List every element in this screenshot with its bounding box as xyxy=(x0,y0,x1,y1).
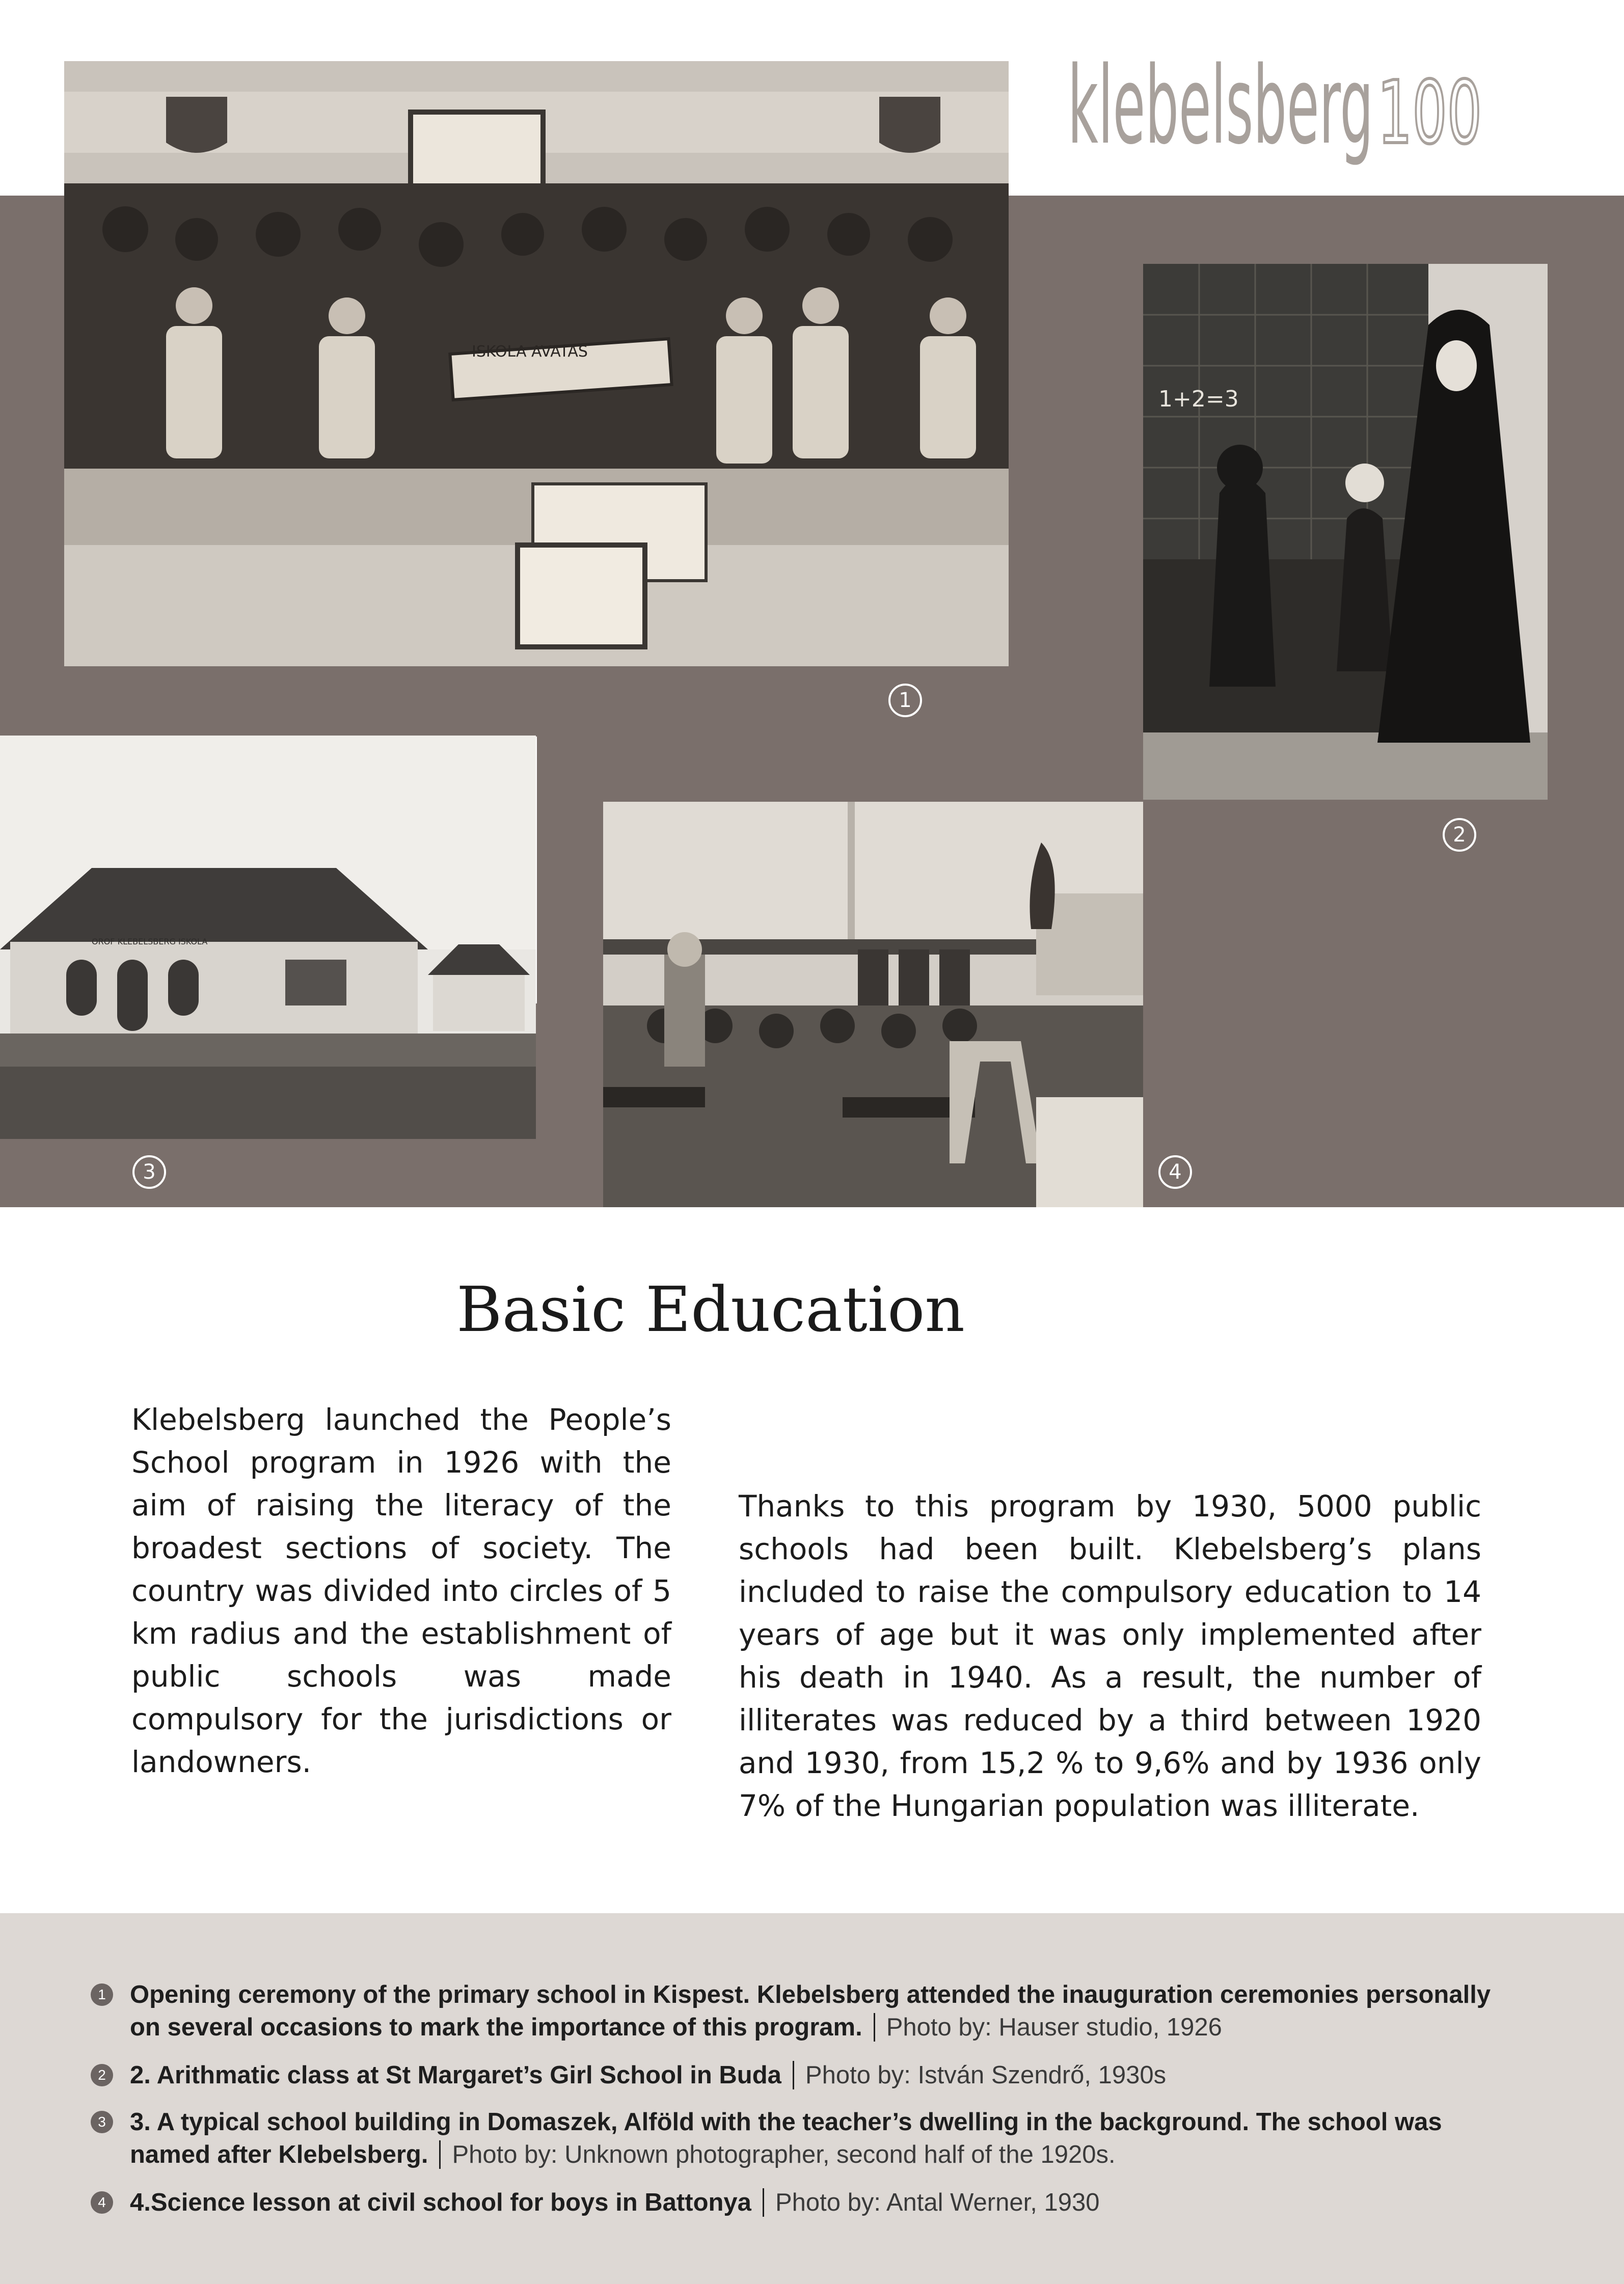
caption-bullet-3: 3 xyxy=(91,2111,113,2133)
caption-credit-3: Photo by: Unknown photographer, second half of the 1920s. xyxy=(452,2141,1116,2168)
svg-text:klebelsberg: klebelsberg xyxy=(1068,43,1373,168)
klebelsberg-100-logo xyxy=(1068,43,1485,183)
caption-separator xyxy=(439,2140,441,2169)
svg-text:1+2=3: 1+2=3 xyxy=(1158,386,1239,412)
photo-school-building xyxy=(0,736,536,1139)
caption-4 xyxy=(98,2186,1505,2219)
section-heading: Basic Education xyxy=(456,1273,965,1346)
photo-number-1: 1 xyxy=(888,684,922,717)
caption-2 xyxy=(98,2059,1505,2091)
caption-text-4: 4.Science lesson at civil school for boys in Battonya xyxy=(130,2189,751,2216)
photo-number-3: 3 xyxy=(132,1155,166,1189)
caption-text-3: 3. A typical school building in Domaszek, Alföld with the teacher’s dwelling in the background. The school was named after Klebelsberg. xyxy=(130,2108,1442,2168)
caption-3 xyxy=(98,2106,1505,2171)
caption-bullet-1: 1 xyxy=(91,1983,113,2006)
caption-separator xyxy=(874,2013,875,2042)
caption-credit-1: Photo by: Hauser studio, 1926 xyxy=(886,2014,1222,2041)
caption-bullet-4: 4 xyxy=(91,2191,113,2214)
caption-credit-4: Photo by: Antal Werner, 1930 xyxy=(775,2189,1100,2216)
paragraph-left: Klebelsberg launched the People’s School program in 1926 with the aim of raising the literacy of the broadest sections of society. The country was divided into circles of 5 km radius and the establishment of public schools was made compulsory for the jurisdictions or landowners. xyxy=(131,1402,671,1779)
caption-separator xyxy=(793,2061,794,2089)
caption-text-1: Opening ceremony of the primary school in Kispest. Klebelsberg attended the inauguration ceremonies personally on several occasions to mark the importance of this program. xyxy=(130,1981,1491,2041)
photo-number-4: 4 xyxy=(1158,1155,1192,1189)
photo-arithmetic-class xyxy=(1143,264,1548,800)
caption-1 xyxy=(98,1978,1505,2044)
caption-bullet-2: 2 xyxy=(91,2064,113,2086)
photo-number-2: 2 xyxy=(1443,818,1476,852)
caption-credit-2: Photo by: István Szendrő, 1930s xyxy=(805,2061,1167,2089)
svg-text:ISKOLA AVATAS: ISKOLA AVATAS xyxy=(472,343,588,361)
photo-science-lesson xyxy=(603,802,1143,1207)
paragraph-right: Thanks to this program by 1930, 5000 public schools had been built. Klebelsberg’s plans included to raise the compulsory education to 14 years of age but it was only implemented after his death in 1940. As a result, the number of illiterates was reduced by a third between 1920 and 1930, from 15,2 % to 9,6% and by 1936 only 7% of the Hungarian population was illiterate. xyxy=(739,1489,1481,1823)
captions-panel xyxy=(0,1913,1624,2284)
svg-text:100: 100 xyxy=(1377,63,1482,164)
svg-text:OROF KLEBELSBERG ISKOLA: OROF KLEBELSBERG ISKOLA xyxy=(92,937,208,946)
photo-opening-ceremony xyxy=(64,61,1009,666)
caption-separator xyxy=(763,2188,764,2217)
caption-text-2: 2. Arithmatic class at St Margaret’s Girl School in Buda xyxy=(130,2061,781,2089)
